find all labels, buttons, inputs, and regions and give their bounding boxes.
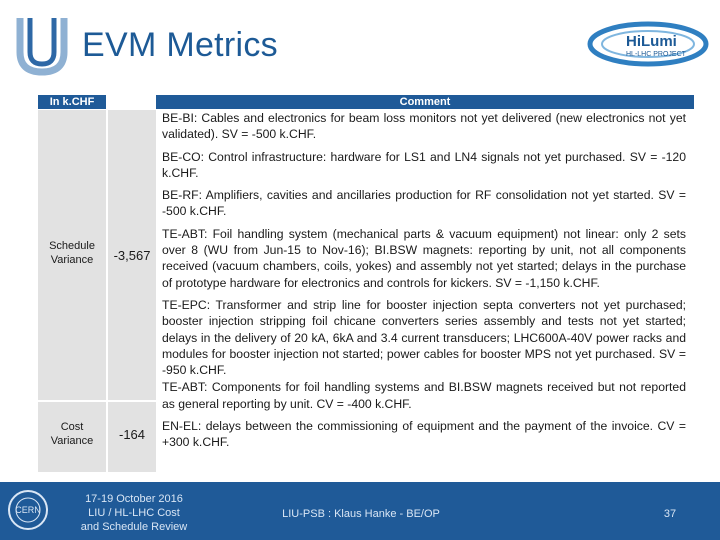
cern-logo-text: CERN [15, 505, 41, 515]
slide-title: EVM Metrics [82, 26, 278, 64]
comment-be-bi: BE-BI: Cables and electronics for beam loss monitors not yet delivered (new electronics not yet validated). SV = -500 k.CHF. [162, 111, 686, 142]
comment-be-co: BE-CO: Control infrastructure: hardware for LS1 and LN4 signals not yet purchased. SV = -120 k.CHF. [162, 149, 686, 180]
cost-variance-label: Cost Variance [50, 421, 94, 447]
header-comment: Comment [156, 95, 694, 109]
footer-bar [0, 482, 720, 540]
comment-en-el: EN-EL: delays between the commissioning of equipment and the payment of the invoice. CV = +300 k.CHF. [162, 419, 686, 450]
liu-logo-icon [14, 14, 70, 76]
comment-be-rf: BE-RF: Amplifiers, cavities and ancillaries production for RF consolidation not yet started. SV = -500 k.CHF. [162, 188, 686, 219]
schedule-variance-value: -3,567 [113, 248, 151, 263]
page-number: 37 [663, 508, 677, 520]
comment-te-epc: TE-EPC: Transformer and strip line for booster injection septa converters not yet purchased; booster injection stripping foil chicane converters series assembly and tests not yet started; delays in the delivery of 20 kA, 6kA and 3.4 current transducers; LHC600A-40V power racks and modules for booster injection not started; power cables for booster MPS not yet purchased. SV = -950 k.CHF. [162, 297, 686, 378]
header-in-kchf: In k.CHF [38, 95, 106, 109]
evm-table [38, 95, 694, 472]
comment-te-abt-cost: TE-ABT: Components for foil handling systems and BI.BSW magnets received but not reported as general reporting by unit. CV = -400 k.CHF. [162, 380, 686, 411]
schedule-variance-label: Schedule Variance [49, 240, 95, 266]
cern-logo-icon [6, 488, 50, 532]
footer-presenter: LIU-PSB : Klaus Hanke - BE/OP [282, 508, 440, 520]
hilumi-brand: HiLumi [626, 33, 677, 50]
hilumi-subtitle: HL-LHC PROJECT [626, 51, 686, 58]
cost-variance-value: -164 [118, 427, 146, 442]
footer-event: 17-19 October 2016 LIU / HL-LHC Cost and Schedule Review [80, 493, 188, 533]
hilumi-logo-icon [582, 16, 710, 70]
comment-te-abt-schedule: TE-ABT: Foil handling system (mechanical parts & vacuum equipment) not linear: only 2 sets over 8 (WU from Jun-15 to Nov-16); BI.BSW magnets: reporting by unit, not all components received (vacuum chambers, coils, yokes) and assembly not yet started; delays in the purchase of prototype hardware for electronics and controls for kickers. SV = -1,150 k.CHF. [162, 226, 686, 290]
comment-column [162, 110, 686, 457]
